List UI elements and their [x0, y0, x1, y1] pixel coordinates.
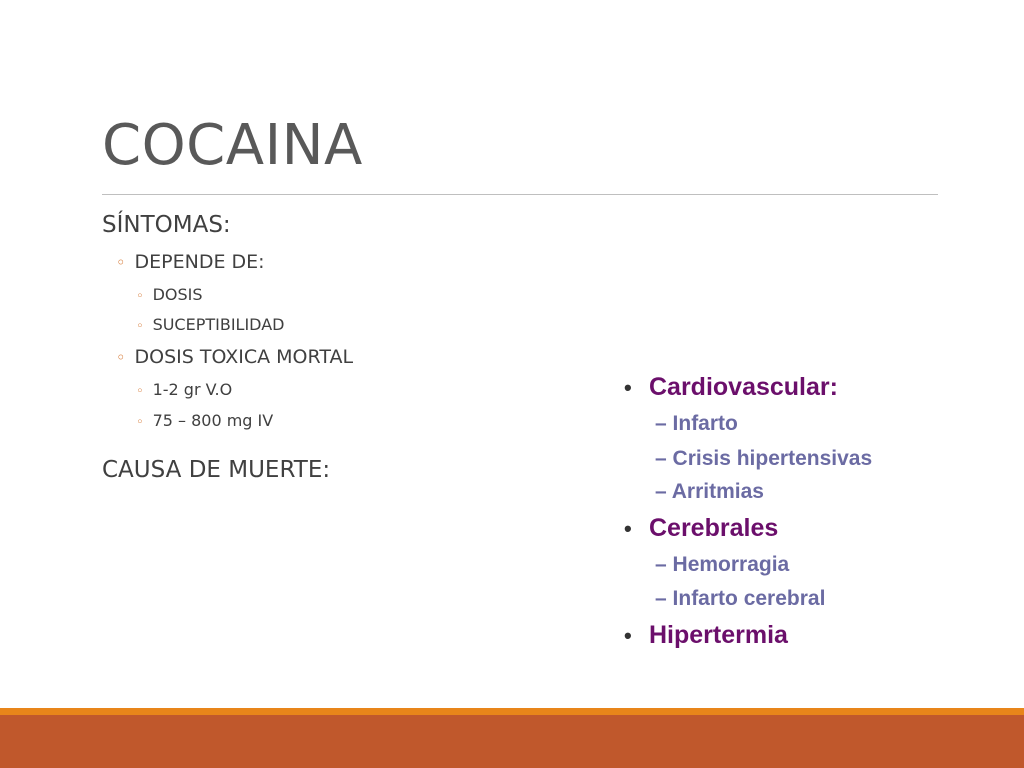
bullet-icon: • [624, 623, 632, 648]
circle-bullet-icon: ◦ [136, 415, 144, 430]
iv-item: ◦ 75 – 800 mg IV [136, 411, 274, 430]
bullet-icon: • [624, 375, 632, 400]
cerebrales-item: • Cerebrales [624, 514, 779, 542]
circle-bullet-icon: ◦ [136, 319, 144, 334]
circle-bullet-icon: ◦ [116, 348, 126, 367]
crisis-item: – Crisis hipertensivas [655, 447, 873, 470]
infarto-item: – Infarto [655, 412, 738, 435]
dosis-item: ◦ DOSIS [136, 285, 203, 304]
infarto-cerebral-item: – Infarto cerebral [655, 587, 826, 610]
footer-bar [0, 715, 1024, 768]
hipertermia-item: • Hipertermia [624, 621, 788, 649]
sintomas-heading: SÍNTOMAS: [102, 212, 231, 238]
arritmias-item: – Arritmias [655, 480, 764, 503]
vo-item: ◦ 1-2 gr V.O [136, 380, 233, 399]
title-divider [102, 194, 938, 195]
bullet-icon: • [624, 516, 632, 541]
suceptibilidad-item: ◦ SUCEPTIBILIDAD [136, 315, 285, 334]
circle-bullet-icon: ◦ [136, 384, 144, 399]
cardiovascular-item: • Cardiovascular: [624, 373, 838, 401]
causa-heading: CAUSA DE MUERTE: [102, 457, 331, 483]
footer-accent-bar [0, 708, 1024, 715]
slide-title: COCAINA [102, 113, 363, 178]
hemorragia-item: – Hemorragia [655, 553, 790, 576]
depende-item: ◦ DEPENDE DE: [116, 251, 265, 273]
dosis-toxica-item: ◦ DOSIS TOXICA MORTAL [116, 346, 354, 368]
circle-bullet-icon: ◦ [136, 289, 144, 304]
circle-bullet-icon: ◦ [116, 253, 126, 272]
